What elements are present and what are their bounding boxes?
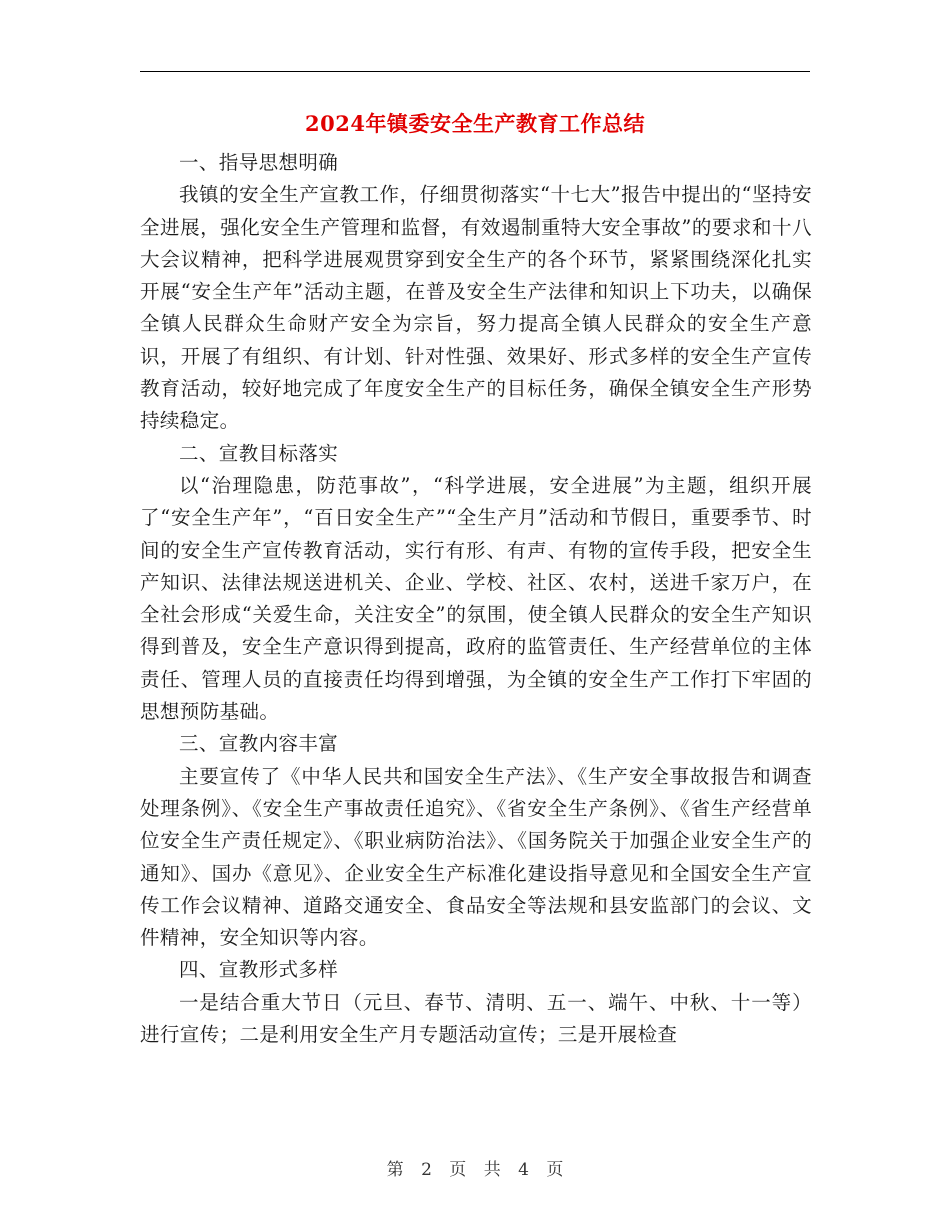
page-total: 4 xyxy=(518,1160,529,1180)
paragraph-1: 我镇的安全生产宣教工作，仔细贯彻落实“十七大”报告中提出的“坚持安全进展，强化安全生产管理和监督，有效遏制重特大安全事故”的要求和十八大会议精神，把科学进展观贯穿到安全生产的各个环节，紧紧围绕深化扎实开展“安全生产年”活动主题，在普及安全生产法律和知识上下功夫，以确保全镇人民群众生命财产安全为宗旨，努力提高全镇人民群众的安全生产意识，开展了有组织、有计划、针对性强、效果好、形式多样的安全生产宣传教育活动，较好地完成了年度安全生产的目标任务，确保全镇安全生产形势持续稳定。 xyxy=(140,183,812,433)
page-footer xyxy=(0,1155,950,1180)
page-label-suffix: 页 xyxy=(546,1160,564,1180)
section-heading-4: 四、宣教形式多样 xyxy=(179,958,339,982)
page-label-mid: 页 xyxy=(449,1160,467,1180)
paragraph-2: 以“治理隐患，防范事故”，“科学进展，安全进展”为主题，组织开展了“安全生产年”，“百日安全生产”“全生产月”活动和节假日，重要季节、时间的安全生产宣传教育活动，实行有形、有声、有物的宣传手段，把安全生产知识、法律法规送进机关、企业、学校、社区、农村，送进千家万户，在全社会形成“关爱生命，关注安全”的氛围，使全镇人民群众的安全生产知识得到普及，安全生产意识得到提高，政府的监管责任、生产经营单位的主体责任、管理人员的直接责任均得到增强，为全镇的安全生产工作打下牢固的思想预防基础。 xyxy=(140,473,812,724)
paragraph-3: 主要宣传了《中华人民共和国安全生产法》、《生产安全事故报告和调查处理条例》、《安全生产事故责任追究》、《省安全生产条例》、《省生产经营单位安全生产责任规定》、《职业病防治法》、《国务院关于加强企业安全生产的通知》、国办《意见》、企业安全生产标准化建设指导意见和全国安全生产宣传工作会议精神、道路交通安全、食品安全等法规和县安监部门的会议、文件精神，安全知识等内容。 xyxy=(140,764,812,950)
page-label-prefix: 第 xyxy=(386,1160,404,1180)
section-heading-2: 二、宣教目标落实 xyxy=(179,441,339,465)
section-heading-3: 三、宣教内容丰富 xyxy=(179,732,339,756)
total-label: 共 xyxy=(483,1160,501,1180)
document-title: 2024年镇委安全生产教育工作总结 xyxy=(305,111,645,136)
document-body xyxy=(140,147,812,1051)
section-heading-1: 一、指导思想明确 xyxy=(179,151,339,174)
header-rule xyxy=(140,71,810,72)
paragraph-4: 一是结合重大节日（元旦、春节、清明、五一、端午、中秋、十一等）进行宣传；二是利用安全生产月专题活动宣传；三是开展检查 xyxy=(140,990,812,1047)
page-current: 2 xyxy=(421,1160,432,1180)
